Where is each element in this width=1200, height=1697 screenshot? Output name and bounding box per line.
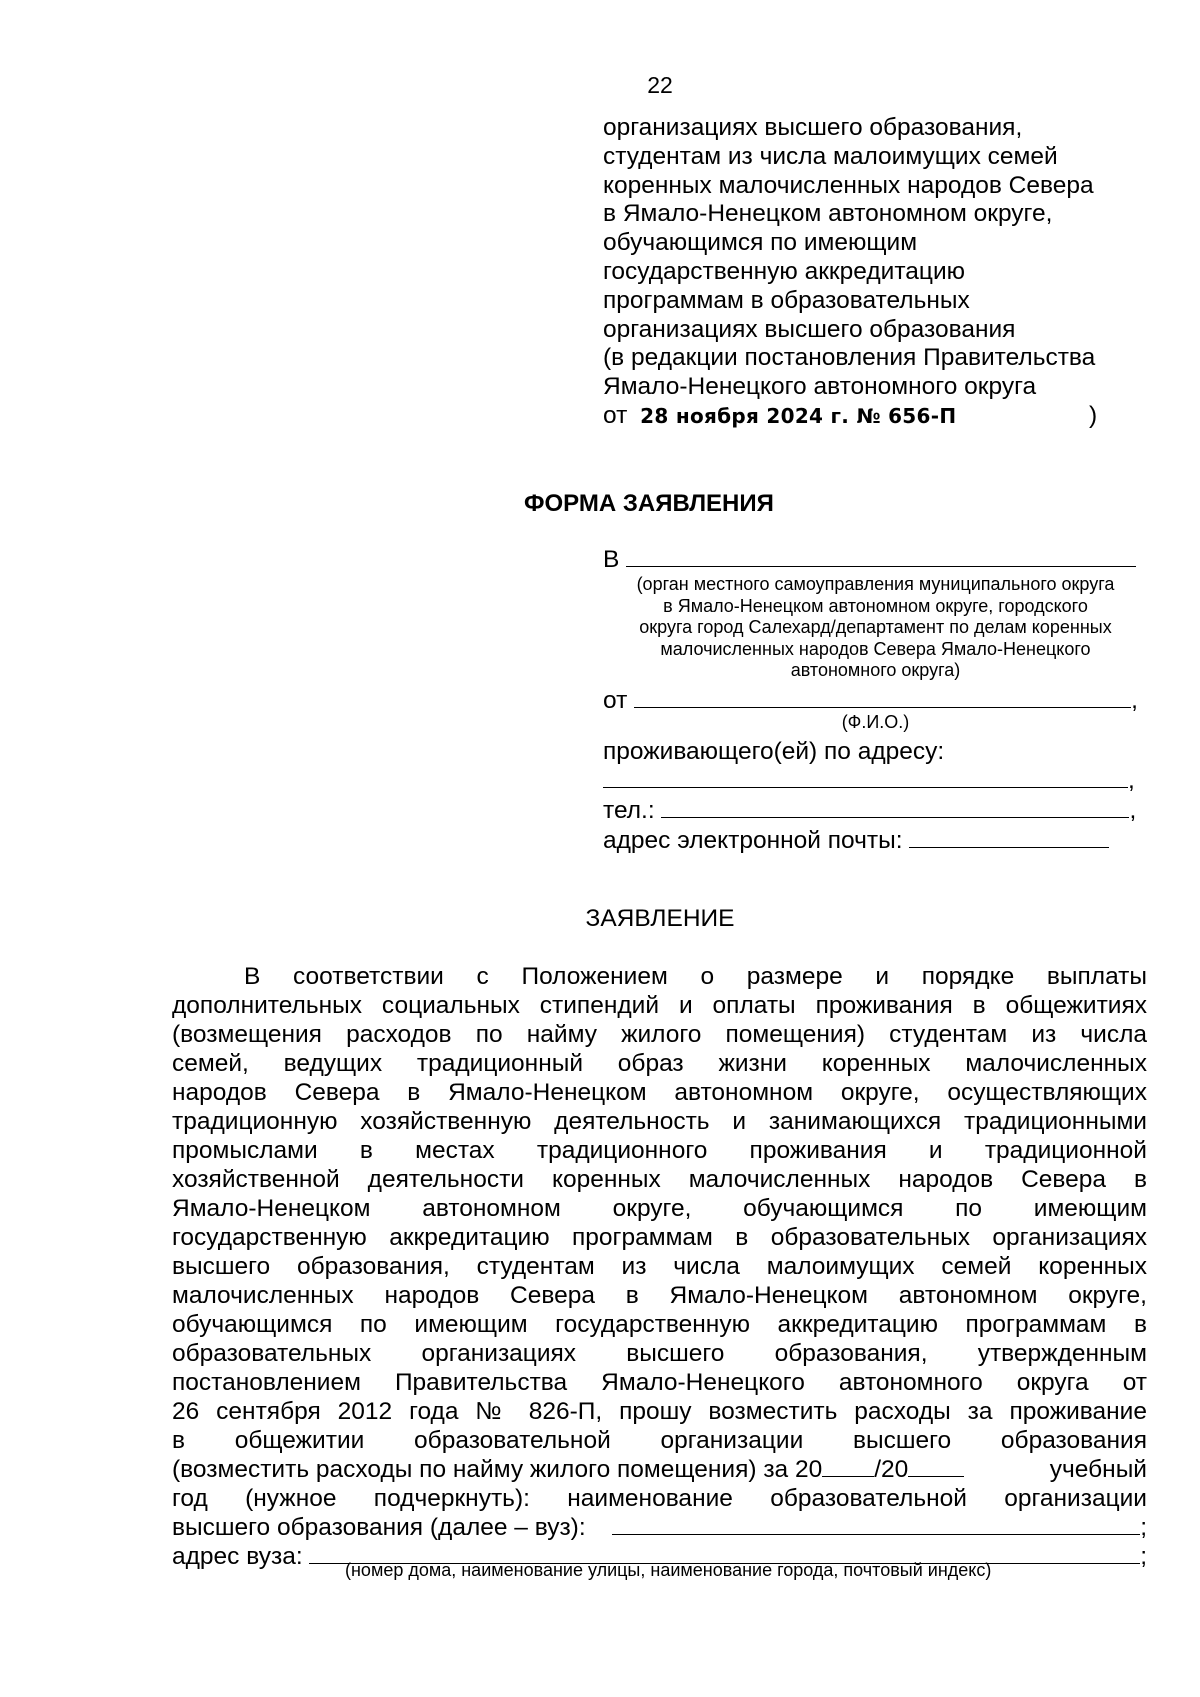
body-line: хозяйственной деятельности коренных малочисленных народов Севера в: [172, 1166, 1147, 1193]
statement-title: ЗАЯВЛЕНИЕ: [585, 905, 735, 932]
body-line: народов Севера в Ямало-Ненецком автономном округе, осуществляющих: [172, 1079, 1147, 1106]
header-line: в Ямало-Ненецком автономном округе,: [603, 200, 1053, 228]
comma: ,: [1128, 767, 1135, 794]
email-label: адрес электронной почты:: [603, 827, 903, 854]
university-name-label: высшего образования (далее – вуз):: [172, 1514, 586, 1541]
body-line: год (нужное подчеркнуть): наименование образовательной организации: [172, 1485, 1147, 1512]
residence-field[interactable]: [603, 766, 1128, 788]
body-line: 26 сентября 2012 года № 826-П, прошу возместить расходы за проживание: [172, 1398, 1147, 1425]
header-line: организациях высшего образования: [603, 315, 1016, 343]
university-name-field[interactable]: [612, 1514, 1141, 1535]
form-title: ФОРМА ЗАЯВЛЕНИЯ: [524, 490, 774, 517]
body-line: дополнительных социальных стипендий и оплаты проживания в общежитиях: [172, 992, 1147, 1019]
page-number: 22: [647, 72, 673, 98]
phone-field[interactable]: [661, 796, 1129, 818]
phone-label: тел.:: [603, 797, 655, 824]
header-block: [603, 114, 1163, 431]
body-line: малочисленных народов Севера в Ямало-Ненецком автономном округе,: [172, 1282, 1147, 1309]
semicolon: ;: [1140, 1514, 1147, 1541]
to-note-line: округа город Салехард/департамент по делам коренных: [639, 617, 1112, 637]
body-line: семей, ведущих традиционный образ жизни коренных малочисленных: [172, 1050, 1147, 1077]
year-line-text: (возместить расходы по найму жилого помещения) за 20: [172, 1456, 823, 1483]
header-line: организациях высшего образования,: [603, 114, 1023, 141]
from-line: [603, 686, 1148, 715]
body-line: В соответствии с Положением о размере и порядке выплаты: [244, 963, 1147, 990]
body-line: постановлением Правительства Ямало-Ненецкого автономного округа от: [172, 1369, 1147, 1396]
to-note-line: (орган местного самоуправления муниципального округа: [636, 574, 1115, 594]
to-note-line: малочисленных народов Севера Ямало-Ненецкого: [660, 638, 1091, 659]
email-field[interactable]: [909, 826, 1109, 848]
body-line: Ямало-Ненецком автономном округе, обучающимся по имеющим: [172, 1195, 1147, 1222]
residence-line: [603, 766, 1148, 795]
date-prefix: от: [603, 401, 628, 429]
address-note: (номер дома, наименование улицы, наименование города, почтовый индекс): [345, 1560, 992, 1580]
from-note: (Ф.И.О.): [841, 712, 910, 732]
header-line: программам в образовательных: [603, 286, 970, 314]
to-label: В: [603, 546, 620, 573]
header-line: государственную аккредитацию: [603, 257, 966, 285]
statement-body: [172, 962, 1147, 1571]
header-line: (в редакции постановления Правительства: [603, 344, 1096, 372]
resolution-date: 28 ноября 2024 г. № 656-П: [640, 403, 957, 428]
header-line: обучающимся по имеющим: [603, 229, 918, 257]
to-line: [603, 545, 1148, 574]
year-end-field[interactable]: [908, 1456, 964, 1477]
year-line-text: учебный: [1049, 1456, 1147, 1483]
comma: ,: [1131, 687, 1138, 714]
residence-label: проживающего(ей) по адресу:: [603, 738, 945, 765]
body-line: промыслами в местах традиционного проживания и традиционной: [172, 1137, 1147, 1164]
body-line: высшего образования, студентам из числа малоимущих семей коренных: [172, 1253, 1147, 1280]
header-line: коренных малочисленных народов Севера: [603, 171, 1094, 199]
year-line-separator: /20: [874, 1456, 909, 1483]
comma: ,: [1129, 797, 1137, 824]
email-line: [603, 826, 1148, 855]
resolution-date-line: [603, 402, 1163, 431]
date-suffix: ): [1089, 401, 1098, 429]
body-line: обучающимся по имеющим государственную аккредитацию программам в: [172, 1311, 1147, 1338]
body-line: (возмещения расходов по найму жилого помещения) студентам из числа: [172, 1021, 1147, 1048]
university-address-label: адрес вуза:: [172, 1543, 303, 1570]
year-start-field[interactable]: [822, 1456, 874, 1477]
university-name-line: [172, 1513, 1147, 1542]
from-label: от: [603, 687, 628, 714]
to-note: [603, 574, 1148, 682]
academic-year-line: [172, 1455, 1147, 1484]
to-note-line: автономного округа): [790, 660, 961, 680]
body-line: традиционную хозяйственную деятельность и занимающихся традиционными: [172, 1108, 1147, 1135]
semicolon: ;: [1140, 1543, 1147, 1570]
body-line: государственную аккредитацию программам в образовательных организациях: [172, 1224, 1147, 1251]
header-line: студентам из числа малоимущих семей: [603, 142, 1058, 170]
to-note-line: в Ямало-Ненецком автономном округе, городского: [663, 595, 1088, 616]
phone-line: [603, 796, 1148, 825]
from-field[interactable]: [634, 686, 1131, 708]
header-line: Ямало-Ненецкого автономного округа: [603, 373, 1037, 401]
body-line: образовательных организациях высшего образования, утвержденным: [172, 1340, 1147, 1367]
to-field[interactable]: [626, 545, 1136, 567]
body-line: в общежитии образовательной организации высшего образования: [172, 1427, 1147, 1454]
